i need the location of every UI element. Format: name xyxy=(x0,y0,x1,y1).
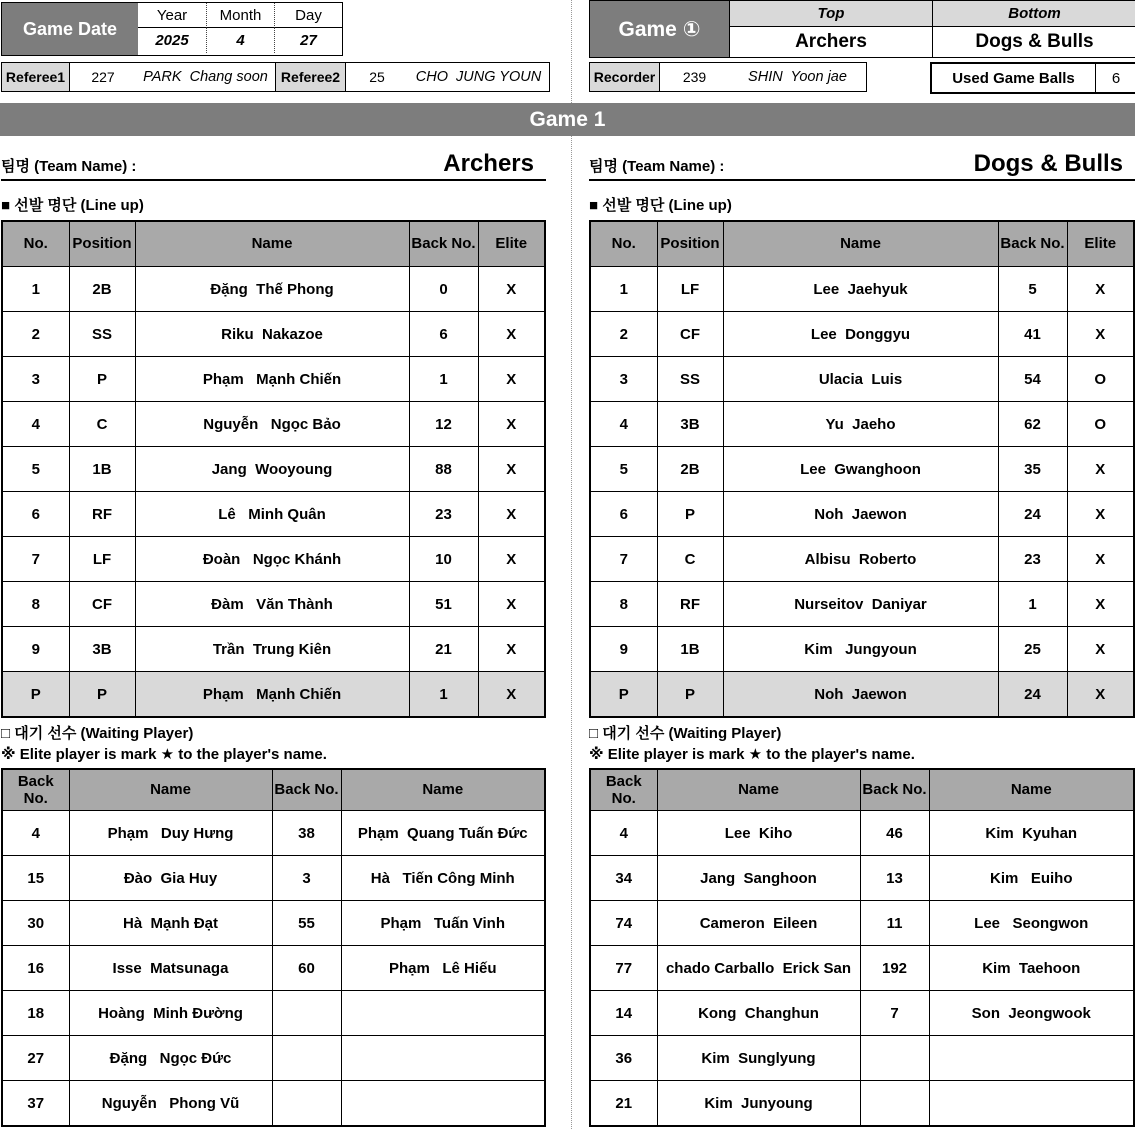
referee2-label: Referee2 xyxy=(275,63,346,91)
player-name-cell: Phạm Tuấn Vinh xyxy=(341,901,545,946)
lineup-row xyxy=(590,357,1134,402)
position-cell: C xyxy=(69,402,135,447)
player-name-cell: Đặng Ngọc Đức xyxy=(69,1036,272,1081)
position-cell: RF xyxy=(657,582,723,627)
player-name-cell: Jang Sanghoon xyxy=(657,856,860,901)
batting-no-cell: 2 xyxy=(2,312,69,357)
lineup-section-title: ■ 선발 명단 (Line up) xyxy=(589,197,732,214)
player-name-cell: Kim Euiho xyxy=(929,856,1134,901)
elite-cell: X xyxy=(478,672,545,718)
batting-no-cell: 5 xyxy=(2,447,69,492)
lineup-table xyxy=(589,220,1135,718)
back-no-cell xyxy=(272,1081,341,1127)
waiting-row xyxy=(590,991,1134,1036)
recorder-row xyxy=(589,62,867,92)
team-section-archers xyxy=(1,145,546,1127)
waiting-section-title: □ 대기 선수 (Waiting Player) xyxy=(1,725,194,742)
col-name-header: Name xyxy=(929,769,1134,811)
position-cell: 2B xyxy=(657,447,723,492)
year-value: 2025 xyxy=(155,32,189,49)
col-position-header: Position xyxy=(657,221,723,267)
referee1-name: PARK Chang soon xyxy=(143,69,268,85)
referee1-number: 227 xyxy=(91,69,115,85)
col-back-no-header: Back No. xyxy=(998,221,1067,267)
lineup-section-title: ■ 선발 명단 (Line up) xyxy=(1,197,144,214)
lineup-row xyxy=(2,402,545,447)
lineup-row xyxy=(2,357,545,402)
batting-no-cell: 9 xyxy=(590,627,657,672)
elite-cell: O xyxy=(1067,402,1134,447)
back-no-cell: 21 xyxy=(590,1081,657,1127)
position-cell: CF xyxy=(69,582,135,627)
back-no-cell: 23 xyxy=(409,492,478,537)
elite-cell: X xyxy=(478,447,545,492)
player-name-cell: Phạm Duy Hưng xyxy=(69,811,272,856)
back-no-cell: 27 xyxy=(2,1036,69,1081)
back-no-cell: 1 xyxy=(998,582,1067,627)
col-back-no-header: Back No. xyxy=(590,769,657,811)
lineup-row xyxy=(2,537,545,582)
waiting-row xyxy=(590,1081,1134,1127)
team-name-row xyxy=(589,145,1135,181)
referee-row xyxy=(1,62,550,92)
position-cell: RF xyxy=(69,492,135,537)
lineup-header-row xyxy=(590,221,1134,267)
back-no-cell: 88 xyxy=(409,447,478,492)
waiting-row xyxy=(2,1036,545,1081)
elite-cell: X xyxy=(1067,447,1134,492)
lineup-row xyxy=(590,492,1134,537)
col-name-header: Name xyxy=(723,221,998,267)
back-no-cell: 46 xyxy=(860,811,929,856)
back-no-cell: 25 xyxy=(998,627,1067,672)
back-no-cell: 41 xyxy=(998,312,1067,357)
waiting-row xyxy=(590,1036,1134,1081)
game-date-label: Game Date xyxy=(2,3,138,55)
col-back-no-header: Back No. xyxy=(409,221,478,267)
lineup-row xyxy=(2,447,545,492)
lineup-row xyxy=(2,492,545,537)
back-no-cell: 55 xyxy=(272,901,341,946)
position-cell: P xyxy=(69,672,135,718)
player-name-cell: Hà Mạnh Đạt xyxy=(69,901,272,946)
player-name-cell: Kim Sunglyung xyxy=(657,1036,860,1081)
waiting-table xyxy=(1,768,546,1127)
waiting-row xyxy=(590,946,1134,991)
player-name-cell: Phạm Mạnh Chiến xyxy=(135,672,409,718)
back-no-cell: 192 xyxy=(860,946,929,991)
waiting-row xyxy=(590,811,1134,856)
batting-no-cell: P xyxy=(590,672,657,718)
batting-no-cell: 7 xyxy=(590,537,657,582)
elite-note: ※ Elite player is mark ★ to the player's name. xyxy=(589,746,915,763)
batting-no-cell: 3 xyxy=(2,357,69,402)
batting-no-cell: 3 xyxy=(590,357,657,402)
elite-note: ※ Elite player is mark ★ to the player's name. xyxy=(1,746,327,763)
batting-no-cell: 9 xyxy=(2,627,69,672)
player-name-cell: Phạm Quang Tuấn Đức xyxy=(341,811,545,856)
waiting-row xyxy=(2,991,545,1036)
batting-no-cell: 5 xyxy=(590,447,657,492)
back-no-cell xyxy=(272,1036,341,1081)
col-name-header: Name xyxy=(657,769,860,811)
back-no-cell: 6 xyxy=(409,312,478,357)
player-name-cell: Kim Taehoon xyxy=(929,946,1134,991)
team-name-row xyxy=(1,145,546,181)
back-no-cell: 7 xyxy=(860,991,929,1036)
recorder-label: Recorder xyxy=(590,63,660,91)
game-header-table xyxy=(589,0,1135,58)
col-elite-header: Elite xyxy=(1067,221,1134,267)
position-cell: 2B xyxy=(69,267,135,312)
used-game-balls-value: 6 xyxy=(1095,64,1135,92)
game-banner: Game 1 xyxy=(0,103,1135,136)
player-name-cell: Nguyễn Phong Vũ xyxy=(69,1081,272,1127)
back-no-cell: 13 xyxy=(860,856,929,901)
back-no-cell: 5 xyxy=(998,267,1067,312)
player-name-cell: Cameron Eileen xyxy=(657,901,860,946)
player-name-cell: Son Jeongwook xyxy=(929,991,1134,1036)
referee2-name: CHO JUNG YOUN xyxy=(415,69,542,85)
col-name-header: Name xyxy=(341,769,545,811)
back-no-cell xyxy=(860,1081,929,1127)
batting-no-cell: 8 xyxy=(590,582,657,627)
player-name-cell: Lê Minh Quân xyxy=(135,492,409,537)
back-no-cell: 34 xyxy=(590,856,657,901)
position-cell: 1B xyxy=(657,627,723,672)
player-name-cell: Nurseitov Daniyar xyxy=(723,582,998,627)
waiting-row xyxy=(590,856,1134,901)
batting-no-cell: 4 xyxy=(2,402,69,447)
col-no-header: No. xyxy=(2,221,69,267)
top-team-name: Archers xyxy=(730,27,932,57)
elite-cell: X xyxy=(1067,267,1134,312)
col-name-header: Name xyxy=(135,221,409,267)
pitcher-row xyxy=(590,672,1134,718)
month-header: Month xyxy=(206,3,274,28)
col-name-header: Name xyxy=(69,769,272,811)
batting-no-cell: 6 xyxy=(2,492,69,537)
waiting-row xyxy=(2,946,545,991)
elite-cell: X xyxy=(478,402,545,447)
elite-cell: X xyxy=(1067,312,1134,357)
top-header: Top xyxy=(730,1,932,27)
lineup-row xyxy=(2,267,545,312)
day-header: Day xyxy=(274,3,342,28)
player-name-cell: Đào Gia Huy xyxy=(69,856,272,901)
back-no-cell: 51 xyxy=(409,582,478,627)
batting-no-cell: 2 xyxy=(590,312,657,357)
player-name-cell: Phạm Lê Hiếu xyxy=(341,946,545,991)
game-date-table xyxy=(1,2,343,56)
batting-no-cell: 8 xyxy=(2,582,69,627)
back-no-cell: 4 xyxy=(590,811,657,856)
back-no-cell: 24 xyxy=(998,492,1067,537)
back-no-cell: 1 xyxy=(409,357,478,402)
lineup-row xyxy=(590,447,1134,492)
used-game-balls-box xyxy=(930,62,1135,94)
back-no-cell: 35 xyxy=(998,447,1067,492)
player-name-cell: Đàm Văn Thành xyxy=(135,582,409,627)
back-no-cell: 16 xyxy=(2,946,69,991)
back-no-cell xyxy=(860,1036,929,1081)
page-divider-dotted-line xyxy=(571,0,572,1129)
player-name-cell: Hà Tiến Công Minh xyxy=(341,856,545,901)
batting-no-cell: 4 xyxy=(590,402,657,447)
bottom-team-name: Dogs & Bulls xyxy=(932,27,1135,57)
elite-cell: X xyxy=(1067,627,1134,672)
col-elite-header: Elite xyxy=(478,221,545,267)
position-cell: LF xyxy=(69,537,135,582)
recorder-number: 239 xyxy=(682,69,707,85)
back-no-cell: 62 xyxy=(998,402,1067,447)
lineup-row xyxy=(2,312,545,357)
waiting-row xyxy=(590,901,1134,946)
position-cell: CF xyxy=(657,312,723,357)
player-name-cell: Phạm Mạnh Chiến xyxy=(135,357,409,402)
elite-cell: O xyxy=(1067,357,1134,402)
player-name-cell: Kim Jungyoun xyxy=(723,627,998,672)
elite-cell: X xyxy=(478,492,545,537)
lineup-header-row xyxy=(2,221,545,267)
back-no-cell: 74 xyxy=(590,901,657,946)
position-cell: SS xyxy=(69,312,135,357)
team-name: Archers xyxy=(443,150,534,177)
lineup-row xyxy=(590,267,1134,312)
elite-cell: X xyxy=(478,267,545,312)
referee1-label: Referee1 xyxy=(2,63,70,91)
waiting-row xyxy=(2,1081,545,1127)
back-no-cell: 1 xyxy=(409,672,478,718)
col-no-header: No. xyxy=(590,221,657,267)
team-name-label: 팀명 (Team Name) : xyxy=(1,158,137,175)
back-no-cell: 54 xyxy=(998,357,1067,402)
lineup-row xyxy=(2,582,545,627)
player-name-cell: Nguyễn Ngọc Bảo xyxy=(135,402,409,447)
back-no-cell: 24 xyxy=(998,672,1067,718)
elite-cell: X xyxy=(1067,537,1134,582)
lineup-row xyxy=(590,402,1134,447)
back-no-cell: 77 xyxy=(590,946,657,991)
lineup-row xyxy=(590,627,1134,672)
elite-cell: X xyxy=(1067,492,1134,537)
year-header: Year xyxy=(138,3,206,28)
back-no-cell: 4 xyxy=(2,811,69,856)
col-position-header: Position xyxy=(69,221,135,267)
batting-no-cell: 6 xyxy=(590,492,657,537)
position-cell: P xyxy=(657,492,723,537)
batting-no-cell: P xyxy=(2,672,69,718)
back-no-cell: 21 xyxy=(409,627,478,672)
player-name-cell: Đặng Thế Phong xyxy=(135,267,409,312)
player-name-cell: Albisu Roberto xyxy=(723,537,998,582)
player-name-cell: Riku Nakazoe xyxy=(135,312,409,357)
waiting-section-title: □ 대기 선수 (Waiting Player) xyxy=(589,725,782,742)
player-name-cell xyxy=(341,1081,545,1127)
player-name-cell: Trần Trung Kiên xyxy=(135,627,409,672)
elite-cell: X xyxy=(1067,582,1134,627)
used-game-balls-label: Used Game Balls xyxy=(952,69,1075,87)
waiting-row xyxy=(2,856,545,901)
position-cell: C xyxy=(657,537,723,582)
player-name-cell: Đoàn Ngọc Khánh xyxy=(135,537,409,582)
back-no-cell: 37 xyxy=(2,1081,69,1127)
elite-cell: X xyxy=(478,582,545,627)
player-name-cell: Kong Changhun xyxy=(657,991,860,1036)
team-name-label: 팀명 (Team Name) : xyxy=(589,158,725,175)
waiting-row xyxy=(2,811,545,856)
pitcher-row xyxy=(2,672,545,718)
month-value: 4 xyxy=(206,28,274,53)
player-name-cell: Lee Jaehyuk xyxy=(723,267,998,312)
recorder-name: SHIN Yoon jae xyxy=(748,69,847,85)
col-back-no-header: Back No. xyxy=(860,769,929,811)
back-no-cell: 12 xyxy=(409,402,478,447)
back-no-cell: 3 xyxy=(272,856,341,901)
referee2-number: 25 xyxy=(369,69,385,85)
player-name-cell: Lee Gwanghoon xyxy=(723,447,998,492)
elite-cell: X xyxy=(478,627,545,672)
position-cell: 3B xyxy=(69,627,135,672)
player-name-cell xyxy=(929,1036,1134,1081)
player-name-cell xyxy=(341,1036,545,1081)
batting-no-cell: 1 xyxy=(590,267,657,312)
position-cell: LF xyxy=(657,267,723,312)
bottom-header: Bottom xyxy=(932,1,1135,27)
player-name-cell: Kim Junyoung xyxy=(657,1081,860,1127)
position-cell: SS xyxy=(657,357,723,402)
team-section-dogs-and-bulls xyxy=(589,145,1135,1127)
player-name-cell: chado Carballo Erick San xyxy=(657,946,860,991)
player-name-cell: Ulacia Luis xyxy=(723,357,998,402)
elite-cell: X xyxy=(1067,672,1134,718)
elite-cell: X xyxy=(478,357,545,402)
position-cell: 3B xyxy=(657,402,723,447)
player-name-cell: Isse Matsunaga xyxy=(69,946,272,991)
position-cell: 1B xyxy=(69,447,135,492)
player-name-cell: Kim Kyuhan xyxy=(929,811,1134,856)
player-name-cell: Jang Wooyoung xyxy=(135,447,409,492)
back-no-cell: 38 xyxy=(272,811,341,856)
back-no-cell: 18 xyxy=(2,991,69,1036)
back-no-cell: 30 xyxy=(2,901,69,946)
back-no-cell xyxy=(272,991,341,1036)
batting-no-cell: 7 xyxy=(2,537,69,582)
player-name-cell: Noh Jaewon xyxy=(723,492,998,537)
lineup-row xyxy=(590,582,1134,627)
position-cell: P xyxy=(657,672,723,718)
lineup-row xyxy=(590,312,1134,357)
player-name-cell: Lee Seongwon xyxy=(929,901,1134,946)
col-back-no-header: Back No. xyxy=(272,769,341,811)
elite-cell: X xyxy=(478,312,545,357)
back-no-cell: 36 xyxy=(590,1036,657,1081)
back-no-cell: 11 xyxy=(860,901,929,946)
player-name-cell xyxy=(341,991,545,1036)
waiting-table xyxy=(589,768,1135,1127)
back-no-cell: 0 xyxy=(409,267,478,312)
player-name-cell xyxy=(929,1081,1134,1127)
player-name-cell: Lee Donggyu xyxy=(723,312,998,357)
day-value: 27 xyxy=(274,28,342,53)
player-name-cell: Hoàng Minh Đường xyxy=(69,991,272,1036)
waiting-header-row xyxy=(590,769,1134,811)
player-name-cell: Yu Jaeho xyxy=(723,402,998,447)
waiting-header-row xyxy=(2,769,545,811)
lineup-row xyxy=(2,627,545,672)
position-cell: P xyxy=(69,357,135,402)
back-no-cell: 15 xyxy=(2,856,69,901)
back-no-cell: 60 xyxy=(272,946,341,991)
back-no-cell: 14 xyxy=(590,991,657,1036)
batting-no-cell: 1 xyxy=(2,267,69,312)
player-name-cell: Noh Jaewon xyxy=(723,672,998,718)
lineup-row xyxy=(590,537,1134,582)
back-no-cell: 10 xyxy=(409,537,478,582)
game-header-grid xyxy=(730,1,1135,57)
game-number-label: Game ① xyxy=(590,1,730,57)
waiting-row xyxy=(2,901,545,946)
game-date-grid xyxy=(138,3,342,55)
elite-cell: X xyxy=(478,537,545,582)
col-back-no-header: Back No. xyxy=(2,769,69,811)
team-name: Dogs & Bulls xyxy=(973,150,1123,177)
player-name-cell: Lee Kiho xyxy=(657,811,860,856)
lineup-table xyxy=(1,220,546,718)
back-no-cell: 23 xyxy=(998,537,1067,582)
